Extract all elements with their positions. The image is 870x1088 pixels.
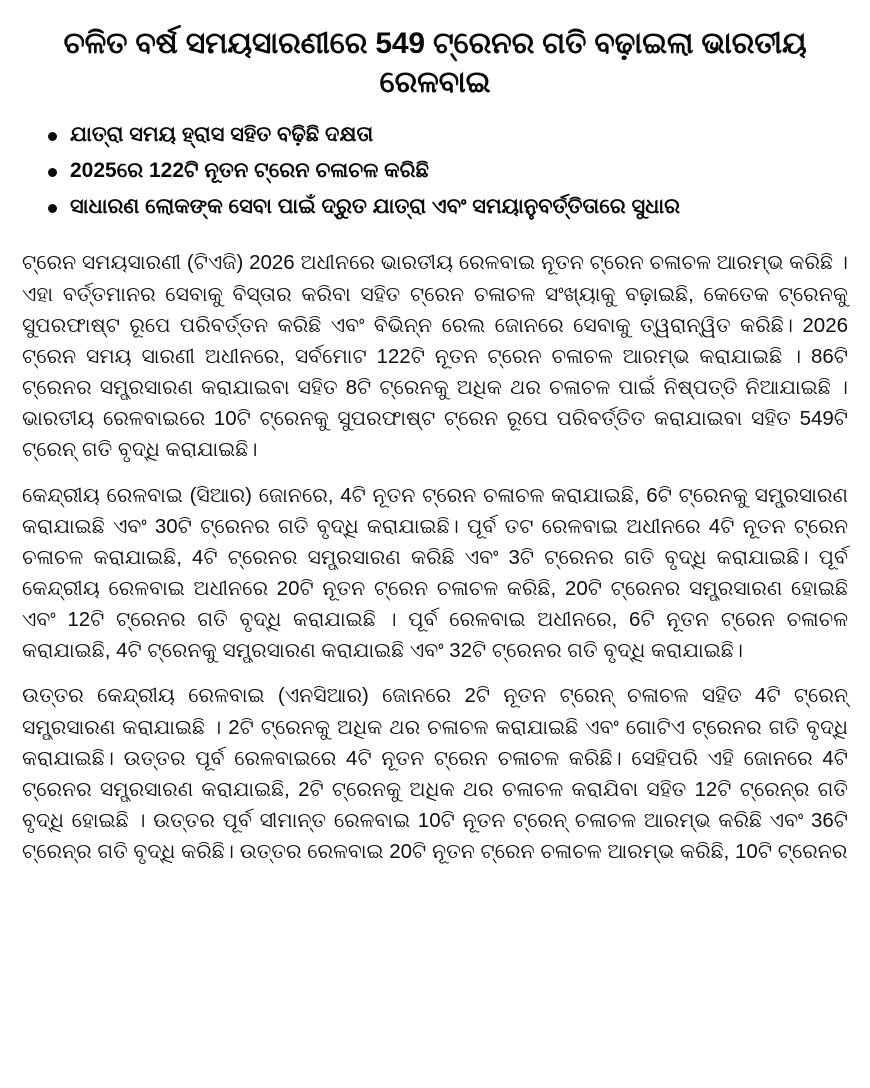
list-item: ଯାତ୍ରା ସମୟ ହ୍ରାସ ସହିତ ବଢ଼ିଛି ଦକ୍ଷତା (22, 120, 848, 150)
body-paragraph: ଉତ୍ତର କେନ୍ଦ୍ରୀୟ ରେଳବାଇ (ଏନସିଆର) ଜୋନରେ 2ଟି ନୂତନ ଟ୍ରେନ୍ ଚଳାଚଳ ସହିତ 4ଟି ଟ୍ରେନ୍ ସମ୍ପ୍ରସାରଣ କରାଯାଇଛି । 2ଟି ଟ୍ରେନକୁ ଅଧିକ ଥର ଚଳାଚଳ କରାଯାଇଛି ଏବଂ ଗୋଟିଏ ଟ୍ରେନର ଗତି ବୃଦ୍ଧି କରାଯାଇଛି। ଉତ୍ତର ପୂର୍ବ ରେଳବାଇରେ 4ଟି ନୂତନ ଟ୍ରେନ ଚଳାଚଳ କରିଛି। ସେହିପରି ଏହି ଜୋନରେ 4ଟି ଟ୍ରେନର ସମ୍ପ୍ରସାରଣ କରାଯାଇଛି, 2ଟି ଟ୍ରେନକୁ ଅଧିକ ଥର ଚଳାଚଳ କରାଯିବା ସହିତ 12ଟି ଟ୍ରେନ୍ର ଗତି ବୃଦ୍ଧି ହୋଇଛି । ଉତ୍ତର ପୂର୍ବ ସୀମାନ୍ତ ରେଳବାଇ 10ଟି ନୂତନ ଟ୍ରେନ୍ ଚଳାଚଳ ଆରମ୍ଭ କରିଛି ଏବଂ 36ଟି ଟ୍ରେନ୍ର ଗତି ବୃଦ୍ଧି କରିଛି। ଉତ୍ତର ରେଳବାଇ 20ଟି ନୂତନ ଟ୍ରେନ ଚଳାଚଳ ଆରମ୍ଭ କରିଛି, 10ଟି ଟ୍ରେନର (22, 684, 848, 864)
article-body (22, 247, 848, 867)
page-title: ଚଳିତ ବର୍ଷ ସମୟସାରଣୀରେ 549 ଟ୍ରେନର ଗତି ବଢ଼ାଇଲା ଭାରତୀୟ ରେଳବାଇ (63, 27, 807, 99)
list-item: ସାଧାରଣ ଲୋକଙ୍କ ସେବା ପାଇଁ ଦ୍ରୁତ ଯାତ୍ରା ଏବଂ ସମୟାନୁବର୍ତ୍ତିତାରେ ସୁଧାର (22, 192, 848, 222)
body-paragraph: ଟ୍ରେନ ସମୟସାରଣୀ (ଟିଏଜି) 2026 ଅଧୀନରେ ଭାରତୀୟ ରେଳବାଇ ନୂତନ ଟ୍ରେନ ଚଳାଚଳ ଆରମ୍ଭ କରିଛି । ଏହା ବର୍ତ୍ତମାନର ସେବାକୁ ବିସ୍ତାର କରିବା ସହିତ ଟ୍ରେନ ଚଳାଚଳ ସଂଖ୍ୟାକୁ ବଢ଼ାଇଛି, କେତେକ ଟ୍ରେନକୁ ସୁପରଫାଷ୍ଟ ରୂପେ ପରିବର୍ତ୍ତନ କରିଛି ଏବଂ ବିଭିନ୍ନ ରେଲ ଜୋନରେ ସେବାକୁ ତ୍ୱରାନ୍ୱିତ କରିଛି। 2026 ଟ୍ରେନ ସମୟ ସାରଣୀ ଅଧୀନରେ, ସର୍ବମୋଟ 122ଟି ନୂତନ ଟ୍ରେନ ଚଳାଚଳ ଆରମ୍ଭ କରାଯାଇଛି । 86ଟି ଟ୍ରେନର ସମ୍ପ୍ରସାରଣ କରାଯାଇବା ସହିତ 8ଟି ଟ୍ରେନକୁ ଅଧିକ ଥର ଚଳାଚଳ ପାଇଁ ନିଷ୍ପତ୍ତି ନିଆଯାଇଛି । ଭାରତୀୟ ରେଳବାଇରେ 10ଟି ଟ୍ରେନକୁ ସୁପରଫାଷ୍ଟ ଟ୍ରେନ ରୂପେ ପରିବର୍ତ୍ତିତ କରାଯାଇବା ସହିତ 549ଟି ଟ୍ରେନ୍ ଗତି ବୃଦ୍ଧି କରାଯାଇଛି। (22, 251, 848, 462)
highlight-list (22, 120, 848, 221)
list-item: 2025ରେ 122ଟି ନୂତନ ଟ୍ରେନ ଚଳାଚଳ କରିଛି (22, 156, 848, 186)
body-paragraph: କେନ୍ଦ୍ରୀୟ ରେଳବାଇ (ସିଆର) ଜୋନରେ, 4ଟି ନୂତନ ଟ୍ରେନ ଚଳାଚଳ କରାଯାଇଛି, 6ଟି ଟ୍ରେନକୁ ସମ୍ପ୍ରସାରଣ କରାଯାଇଛି ଏବଂ 30ଟି ଟ୍ରେନର ଗତି ବୃଦ୍ଧି କରାଯାଇଛି। ପୂର୍ବ ତଟ ରେଳବାଇ ଅଧୀନରେ 4ଟି ନୂତନ ଟ୍ରେନ ଚଳାଚଳ କରାଯାଇଛି, 4ଟି ଟ୍ରେନର ସମ୍ପ୍ରସାରଣ କରିଛି ଏବଂ 3ଟି ଟ୍ରେନର ଗତି ବୃଦ୍ଧି କରାଯାଇଛି। ପୂର୍ବ କେନ୍ଦ୍ରୀୟ ରେଳବାଇ ଅଧୀନରେ 20ଟି ନୂତନ ଟ୍ରେନ ଚଳାଚଳ କରିଛି, 20ଟି ଟ୍ରେନର ସମ୍ପ୍ରସାରଣ ହୋଇଛି ଏବଂ 12ଟି ଟ୍ରେନର ଗତି ବୃଦ୍ଧି କରାଯାଇଛି । ପୂର୍ବ ରେଳବାଇ ଅଧୀନରେ, 6ଟି ନୂତନ ଟ୍ରେନ ଚଳାଚଳ କରାଯାଇଛି, 4ଟି ଟ୍ରେନକୁ ସମ୍ପ୍ରସାରଣ କରାଯାଇଛି ଏବଂ 32ଟି ଟ୍ରେନର ଗତି ବୃଦ୍ଧି କରାଯାଇଛି। (22, 483, 848, 663)
